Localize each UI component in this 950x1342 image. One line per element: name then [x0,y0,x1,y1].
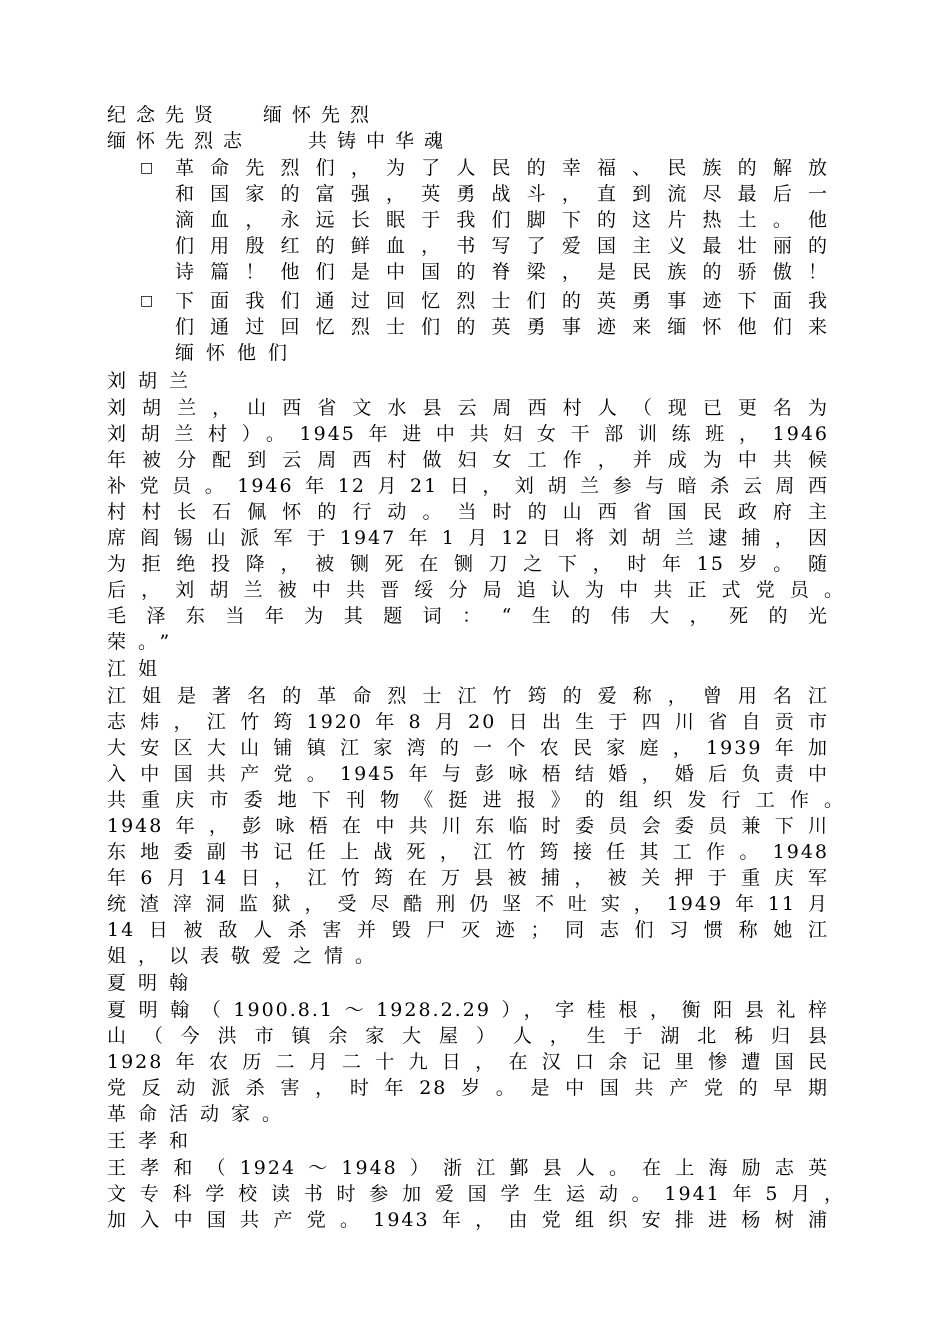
section-line: 文专科学校读书时参加爱国学生运动。1941年5月， [107,1183,845,1205]
section-line: 姐，以表敬爱之情。 [107,945,387,967]
section-line: 山（今洪市镇余家大屋）人，生于湖北秭归县 [107,1025,829,1047]
section-line: 村村长石佩怀的行动。当时的山西省国民政府主 [107,501,829,523]
intro-1-line-3: 滴血，永远长眠于我们脚下的这片热土。他 [175,209,829,231]
title-line-1 [107,102,829,128]
section-line: 志炜，江竹筠1920年8月20日出生于四川省自贡市 [107,711,829,733]
section-line: 荣。” [107,631,182,653]
section-heading: 王孝和 [107,1130,201,1152]
title-soul: 共铸中华魂 [308,130,454,152]
section-heading: 刘胡兰 [107,370,201,392]
section-line: 入中国共产党。1945年与彭咏梧结婚，婚后负责中 [107,763,829,785]
intro-1-line-4: 们用殷红的鲜血，书写了爱国主义最壮丽的 [175,235,829,257]
section-line: 刘胡兰，山西省文水县云周西村人（现已更名为 [107,397,829,419]
section-line: 毛泽东当年为其题词：“生的伟大，死的光 [107,605,829,627]
intro-1-line-1: 革命先烈们，为了人民的幸福、民族的解放 [175,157,829,179]
section-line: 年6月14日，江竹筠在万县被捕，被关押于重庆军 [107,867,829,889]
bullet-icon: □ [140,293,154,309]
section-line: 1948年，彭咏梧在中共川东临时委员会委员兼下川 [107,815,829,837]
intro-1-line-2: 和国家的富强，英勇战斗，直到流尽最后一 [175,183,829,205]
section-line: 席阎锡山派军于1947年1月12日将刘胡兰逮捕，因 [107,527,829,549]
section-line: 补党员。1946年12月21日，刘胡兰参与暗杀云周西 [107,475,829,497]
title-commemorate: 纪念先贤 [107,104,224,126]
section-line: 党反动派杀害，时年28岁。是中国共产党的早期 [107,1077,829,1099]
section-line: 革命活动家。 [107,1103,294,1125]
section-line: 为拒绝投降，被铡死在铡刀之下，时年15岁。随 [107,553,829,575]
section-line: 大安区大山铺镇江家湾的一个农民家庭，1939年加 [107,737,829,759]
title-line-2 [107,128,829,154]
section-line: 江姐是著名的革命烈士江竹筠的爱称，曾用名江 [107,685,829,707]
section-line: 14日被敌人杀害并毁尸灭迹；同志们习惯称她江 [107,919,829,941]
section-line: 共重庆市委地下刊物《挺进报》的组织发行工作。 [107,789,845,811]
section-line: 统渣滓洞监狱，受尽酷刑仍坚不吐实，1949年11月 [107,893,829,915]
title-remember: 缅怀先烈 [263,104,380,126]
section-line: 年被分配到云周西村做妇女工作，并成为中共候 [107,449,829,471]
intro-2-line-2: 们通过回忆烈士们的英勇事迹来缅怀他们来 [175,316,829,338]
section-line: 东地委副书记任上战死，江竹筠接任其工作。1948 [107,841,829,863]
section-heading: 江姐 [107,658,170,680]
intro-1-line-5: 诗篇！他们是中国的脊梁，是民族的骄傲！ [175,261,829,283]
section-heading: 夏明翰 [107,972,201,994]
section-line: 夏明翰（1900.8.1～1928.2.29），字桂根，衡阳县礼梓 [107,999,829,1021]
section-line: 加入中国共产党。1943年，由党组织安排进杨树浦 [107,1209,829,1231]
intro-2-line-1: 下面我们通过回忆烈士们的英勇事迹下面我 [175,290,829,312]
section-line: 1928年农历二月二十九日，在汉口余记里惨遭国民 [107,1051,829,1073]
title-ambition: 缅怀先烈志 [107,130,253,152]
section-line: 刘胡兰村）。1945年进中共妇女干部训练班，1946 [107,423,829,445]
section-line: 后，刘胡兰被中共晋绥分局追认为中共正式党员。 [107,579,845,601]
intro-2-line-3: 缅怀他们 [175,342,300,364]
bullet-icon: □ [140,160,154,176]
section-line: 王孝和（1924～1948）浙江鄞县人。在上海励志英 [107,1157,829,1179]
